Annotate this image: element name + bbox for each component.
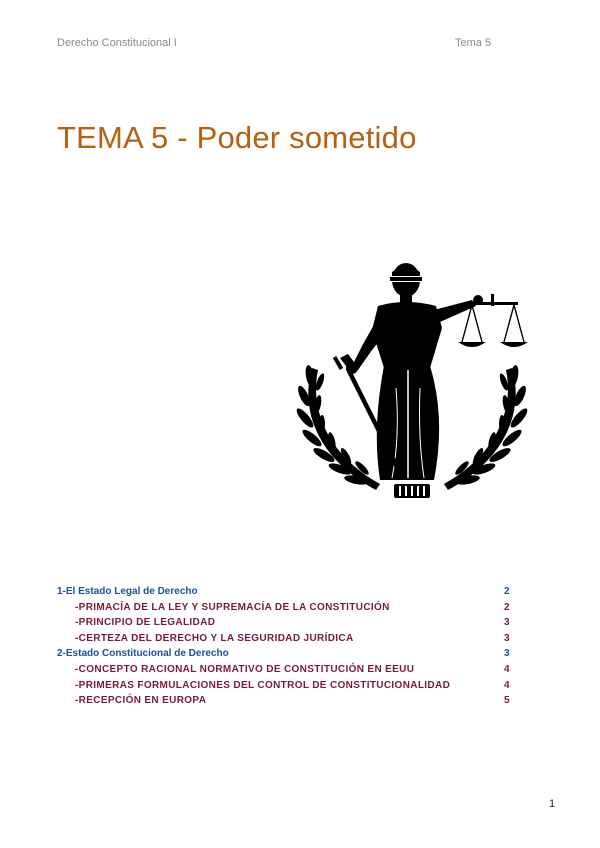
toc-page-number: 3	[504, 617, 510, 629]
toc-page-number: 4	[504, 679, 510, 691]
table-of-contents	[57, 584, 517, 709]
toc-entry-label: -PRIMACÍA DE LA LEY Y SUPREMACÍA DE LA CONSTITUCIÓN	[75, 601, 390, 613]
toc-page-number: 3	[504, 632, 510, 644]
toc-entry-label: 1-El Estado Legal de Derecho	[57, 586, 198, 597]
toc-subsection-link[interactable]	[57, 662, 517, 678]
toc-section-link[interactable]	[57, 584, 517, 600]
toc-entry-label: -CERTEZA DEL DERECHO Y LA SEGURIDAD JURÍDICA	[75, 632, 354, 644]
toc-page-number: 3	[504, 648, 510, 660]
document-title: TEMA 5 - Poder sometido	[57, 120, 417, 155]
toc-entry-label: -PRIMERAS FORMULACIONES DEL CONTROL DE CONSTITUCIONALIDAD	[75, 679, 451, 691]
toc-entry-label: -PRINCIPIO DE LEGALIDAD	[75, 617, 216, 629]
toc-entry-label: 2-Estado Constitucional de Derecho	[57, 648, 229, 660]
page-number: 1	[549, 798, 556, 810]
toc-section-link[interactable]	[57, 646, 517, 662]
toc-page-number: 2	[504, 586, 510, 597]
toc-subsection-link[interactable]	[57, 678, 517, 694]
running-header-left: Derecho Constitucional I	[57, 37, 177, 49]
toc-page-number: 5	[504, 695, 510, 707]
toc-page-number: 4	[504, 663, 510, 675]
toc-subsection-link[interactable]	[57, 631, 517, 647]
toc-entry-label: -RECEPCIÓN EN EUROPA	[75, 695, 207, 707]
toc-subsection-link[interactable]	[57, 615, 517, 631]
laurel-right-icon	[444, 364, 528, 490]
toc-subsection-link[interactable]	[57, 693, 517, 709]
toc-page-number: 2	[504, 601, 510, 613]
lady-justice-icon	[296, 258, 528, 506]
laurel-left-icon	[296, 364, 380, 490]
running-header-right: Tema 5	[455, 37, 492, 49]
toc-entry-label: -CONCEPTO RACIONAL NORMATIVO DE CONSTITUCIÓN EN EEUU	[75, 663, 415, 675]
toc-subsection-link[interactable]	[57, 600, 517, 616]
